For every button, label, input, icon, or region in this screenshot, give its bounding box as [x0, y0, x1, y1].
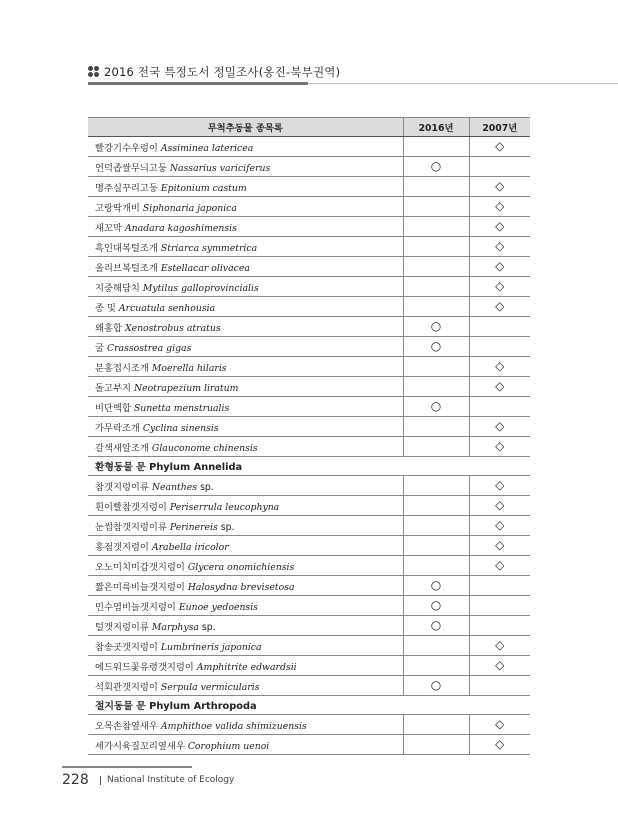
circle-mark-icon: ○ — [430, 398, 442, 413]
table-row — [88, 197, 530, 217]
record-2007-cell — [469, 337, 530, 357]
circle-mark-icon: ○ — [430, 677, 442, 692]
species-table — [88, 117, 530, 755]
table-row — [88, 217, 530, 237]
korean-name: 민수염비늘갯지렁이 — [95, 601, 176, 613]
table-row — [88, 237, 530, 257]
record-2016-cell — [403, 277, 469, 297]
table-row — [88, 735, 530, 755]
species-cell — [88, 397, 403, 417]
scientific-name: Cyclina sinensis — [142, 422, 219, 434]
record-2016-cell — [403, 596, 469, 616]
diamond-mark-icon: ◇ — [495, 358, 505, 373]
korean-name: 명주실꾸리고둥 — [95, 182, 158, 194]
record-2016-cell — [403, 157, 469, 177]
species-cell — [88, 676, 403, 696]
scientific-name: Sunetta menstrualis — [133, 402, 230, 414]
table-row — [88, 536, 530, 556]
record-2016-cell — [403, 516, 469, 536]
korean-name: 홍점갯지렁이 — [95, 541, 149, 553]
record-2016-cell — [403, 715, 469, 735]
korean-name: 털갯지렁이류 — [95, 621, 149, 633]
scientific-name: Perinereis — [169, 521, 218, 533]
korean-name: 분홍접시조개 — [95, 362, 149, 374]
korean-name: 새꼬막 — [95, 222, 122, 234]
species-cell — [88, 536, 403, 556]
record-2016-cell — [403, 337, 469, 357]
diamond-mark-icon: ◇ — [495, 637, 505, 652]
korean-name: 흑인대복털조개 — [95, 242, 158, 254]
scientific-name: Lumbrineris japonica — [160, 641, 262, 653]
scientific-name: Arabella iricolor — [151, 541, 229, 553]
scientific-name: Neotrapezium liratum — [133, 382, 239, 394]
species-cell — [88, 237, 403, 257]
scientific-name: Marphysa — [151, 621, 199, 633]
korean-name: 에드워드꽃유령갯지렁이 — [95, 661, 194, 673]
korean-name: 흰이빨참갯지렁이 — [95, 501, 167, 513]
record-2007-cell — [469, 536, 530, 556]
korean-name: 비단백합 — [95, 402, 131, 414]
record-2007-cell — [469, 197, 530, 217]
korean-name: 참갯지렁이류 — [95, 481, 149, 493]
record-2007-cell — [469, 237, 530, 257]
record-2016-cell — [403, 476, 469, 496]
korean-name: 참송곳갯지렁이 — [95, 641, 158, 653]
header-title: 2016 전국 특정도서 정밀조사(옹진-북부권역) — [104, 65, 341, 79]
page-footer — [62, 772, 562, 792]
scientific-name: Nassarius variciferus — [169, 162, 271, 174]
table-row — [88, 357, 530, 377]
table-row — [88, 437, 530, 457]
diamond-mark-icon: ◇ — [495, 198, 505, 213]
page-header — [88, 64, 532, 86]
species-cell — [88, 217, 403, 237]
korean-name: 종 및 — [95, 302, 116, 314]
circle-mark-icon: ○ — [430, 338, 442, 353]
record-2016-cell — [403, 636, 469, 656]
table-row — [88, 576, 530, 596]
record-2007-cell — [469, 157, 530, 177]
diamond-mark-icon: ◇ — [495, 557, 505, 572]
species-suffix: sp. — [200, 481, 214, 493]
species-cell — [88, 297, 403, 317]
record-2016-cell — [403, 676, 469, 696]
diamond-mark-icon: ◇ — [495, 657, 505, 672]
table-header-row — [88, 118, 530, 137]
record-2016-cell — [403, 237, 469, 257]
species-cell — [88, 357, 403, 377]
korean-name: 눈썹참갯지렁이류 — [95, 521, 167, 533]
scientific-name: Glauconome chinensis — [151, 442, 258, 454]
record-2007-cell — [469, 715, 530, 735]
korean-name: 석회관갯지렁이 — [95, 681, 158, 693]
scientific-name: Epitonium castum — [160, 182, 247, 194]
species-cell — [88, 157, 403, 177]
diamond-mark-icon: ◇ — [495, 517, 505, 532]
scientific-name: Siphonaria japonica — [142, 202, 237, 214]
record-2016-cell — [403, 197, 469, 217]
scientific-name: Striarca symmetrica — [160, 242, 258, 254]
header-rule — [88, 82, 308, 85]
scientific-name: Serpula vermicularis — [160, 681, 260, 693]
scientific-name: Estellacar olivacea — [160, 262, 250, 274]
record-2007-cell — [469, 576, 530, 596]
record-2007-cell — [469, 636, 530, 656]
record-2016-cell — [403, 297, 469, 317]
diamond-mark-icon: ◇ — [495, 238, 505, 253]
diamond-mark-icon: ◇ — [495, 218, 505, 233]
record-2007-cell — [469, 437, 530, 457]
species-cell — [88, 636, 403, 656]
record-2016-cell — [403, 536, 469, 556]
species-cell — [88, 197, 403, 217]
table-row — [88, 516, 530, 536]
record-2007-cell — [469, 217, 530, 237]
record-2016-cell — [403, 656, 469, 676]
diamond-mark-icon: ◇ — [495, 278, 505, 293]
species-cell — [88, 556, 403, 576]
record-2016-cell — [403, 437, 469, 457]
table-row — [88, 337, 530, 357]
scientific-name: Amphitrite edwardsii — [196, 661, 297, 673]
scientific-name: Halosydna brevisetosa — [187, 581, 295, 593]
korean-name: 굴 — [95, 342, 104, 354]
scientific-name: Arcuatula senhousia — [118, 302, 216, 314]
species-cell — [88, 417, 403, 437]
table-row — [88, 277, 530, 297]
species-cell — [88, 596, 403, 616]
species-cell — [88, 496, 403, 516]
record-2007-cell — [469, 676, 530, 696]
korean-name: 지중해담치 — [95, 282, 140, 294]
species-cell — [88, 576, 403, 596]
header-rule-thin — [308, 83, 618, 84]
scientific-name: Corophium uenoi — [187, 740, 270, 752]
record-2016-cell — [403, 576, 469, 596]
record-2007-cell — [469, 496, 530, 516]
section-title: 절지동물 문 Phylum Arthropoda — [88, 696, 530, 715]
table-row — [88, 596, 530, 616]
table-row — [88, 137, 530, 157]
species-cell — [88, 476, 403, 496]
korean-name: 빨강기수우렁이 — [95, 142, 158, 154]
species-cell — [88, 616, 403, 636]
record-2007-cell — [469, 516, 530, 536]
table-body — [88, 137, 530, 755]
record-2016-cell — [403, 217, 469, 237]
species-cell — [88, 137, 403, 157]
table-row — [88, 715, 530, 735]
record-2016-cell — [403, 177, 469, 197]
scientific-name: Xenostrobus atratus — [124, 322, 221, 334]
table-row — [88, 556, 530, 576]
species-cell — [88, 735, 403, 755]
species-cell — [88, 715, 403, 735]
table-row — [88, 397, 530, 417]
korean-name: 짧은미륵비늘갯지렁이 — [95, 581, 185, 593]
species-cell — [88, 656, 403, 676]
table-row — [88, 417, 530, 437]
species-cell — [88, 437, 403, 457]
scientific-name: Assiminea latericea — [160, 142, 254, 154]
record-2016-cell — [403, 735, 469, 755]
korean-name: 세가시육질꼬리옆새우 — [95, 740, 185, 752]
scientific-name: Eunoe yedoensis — [178, 601, 258, 613]
table-row — [88, 676, 530, 696]
scientific-name: Periserrula leucophyna — [169, 501, 280, 513]
record-2007-cell — [469, 357, 530, 377]
diamond-mark-icon: ◇ — [495, 497, 505, 512]
korean-name: 왜홍합 — [95, 322, 122, 334]
scientific-name: Mytilus galloprovincialis — [142, 282, 259, 294]
section-row — [88, 696, 530, 715]
header-bullet-icon — [88, 66, 100, 78]
table-row — [88, 656, 530, 676]
korean-name: 오노미치미갑갯지렁이 — [95, 561, 185, 573]
species-suffix: sp. — [201, 621, 216, 633]
scientific-name: Crassostrea gigas — [106, 342, 192, 354]
page-number: 228 — [62, 772, 89, 788]
record-2007-cell — [469, 417, 530, 437]
record-2007-cell — [469, 476, 530, 496]
diamond-mark-icon: ◇ — [495, 736, 505, 751]
circle-mark-icon: ○ — [430, 577, 442, 592]
record-2007-cell — [469, 556, 530, 576]
korean-name: 가무락조개 — [95, 422, 140, 434]
korean-name: 오목손참옆새우 — [95, 720, 158, 732]
circle-mark-icon: ○ — [430, 318, 442, 333]
record-2007-cell — [469, 257, 530, 277]
record-2007-cell — [469, 177, 530, 197]
diamond-mark-icon: ◇ — [495, 138, 505, 153]
record-2007-cell — [469, 735, 530, 755]
table-row — [88, 157, 530, 177]
diamond-mark-icon: ◇ — [495, 178, 505, 193]
record-2016-cell — [403, 317, 469, 337]
table-row — [88, 317, 530, 337]
record-2007-cell — [469, 277, 530, 297]
record-2007-cell — [469, 377, 530, 397]
scientific-name: Neanthes — [151, 481, 198, 493]
footer-rule — [62, 766, 192, 768]
table-row — [88, 616, 530, 636]
species-cell — [88, 257, 403, 277]
species-cell — [88, 516, 403, 536]
section-title: 환형동물 문 Phylum Annelida — [88, 457, 530, 476]
scientific-name: Anadara kagoshimensis — [124, 222, 237, 234]
diamond-mark-icon: ◇ — [495, 378, 505, 393]
korean-name: 언덕좁쌀무늬고둥 — [95, 162, 167, 174]
scientific-name: Amphithoe valida shimizuensis — [160, 720, 307, 732]
table-row — [88, 297, 530, 317]
diamond-mark-icon: ◇ — [495, 477, 505, 492]
species-suffix: sp. — [220, 521, 235, 533]
record-2007-cell — [469, 397, 530, 417]
table-row — [88, 177, 530, 197]
table-row — [88, 257, 530, 277]
record-2007-cell — [469, 616, 530, 636]
record-2016-cell — [403, 616, 469, 636]
record-2016-cell — [403, 377, 469, 397]
table-row — [88, 496, 530, 516]
column-header-2007: 2007년 — [469, 118, 530, 137]
section-row — [88, 457, 530, 476]
circle-mark-icon: ○ — [430, 597, 442, 612]
species-cell — [88, 317, 403, 337]
record-2016-cell — [403, 137, 469, 157]
diamond-mark-icon: ◇ — [495, 258, 505, 273]
korean-name: 갈색새알조개 — [95, 442, 149, 454]
record-2007-cell — [469, 596, 530, 616]
diamond-mark-icon: ◇ — [495, 298, 505, 313]
record-2007-cell — [469, 137, 530, 157]
record-2016-cell — [403, 257, 469, 277]
korean-name: 고랑딱개비 — [95, 202, 140, 214]
diamond-mark-icon: ◇ — [495, 716, 505, 731]
table-row — [88, 377, 530, 397]
record-2007-cell — [469, 317, 530, 337]
footer-separator — [100, 776, 101, 785]
column-header-2016: 2016년 — [403, 118, 469, 137]
species-cell — [88, 177, 403, 197]
record-2016-cell — [403, 357, 469, 377]
record-2016-cell — [403, 417, 469, 437]
table-row — [88, 636, 530, 656]
diamond-mark-icon: ◇ — [495, 537, 505, 552]
footer-organization: National Institute of Ecology — [107, 775, 235, 785]
scientific-name: Moerella hilaris — [151, 362, 227, 374]
scientific-name: Glycera onomichiensis — [187, 561, 295, 573]
species-cell — [88, 377, 403, 397]
table-row — [88, 476, 530, 496]
record-2016-cell — [403, 397, 469, 417]
record-2007-cell — [469, 656, 530, 676]
korean-name: 올리브복털조개 — [95, 262, 158, 274]
record-2016-cell — [403, 496, 469, 516]
diamond-mark-icon: ◇ — [495, 438, 505, 453]
circle-mark-icon: ○ — [430, 158, 442, 173]
column-header-species: 무척추동물 종목록 — [88, 118, 403, 137]
record-2007-cell — [469, 297, 530, 317]
circle-mark-icon: ○ — [430, 617, 442, 632]
korean-name: 돌고부지 — [95, 382, 131, 394]
diamond-mark-icon: ◇ — [495, 418, 505, 433]
species-cell — [88, 337, 403, 357]
species-cell — [88, 277, 403, 297]
record-2016-cell — [403, 556, 469, 576]
